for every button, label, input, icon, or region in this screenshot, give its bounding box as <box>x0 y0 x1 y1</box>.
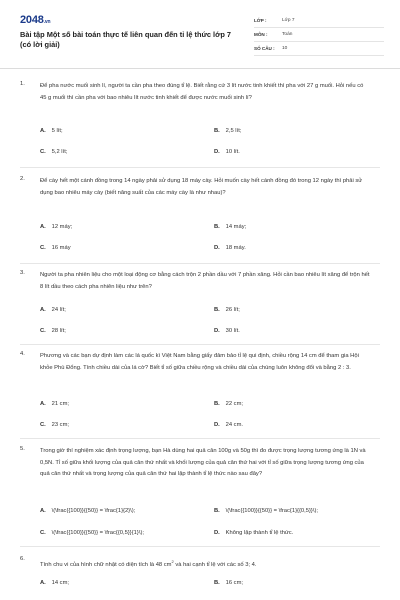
option-label: D. <box>214 245 220 251</box>
question-divider <box>20 344 380 345</box>
option-label: C. <box>40 422 46 428</box>
page-title: Bài tập Một số bài toán thực tế liên quan đến tỉ lệ thức lớp 7 (có lời giải) <box>20 30 232 49</box>
option-text: 5,2 lít; <box>51 149 68 155</box>
option-c[interactable] <box>40 530 144 536</box>
option-label: D. <box>214 149 220 155</box>
option-c[interactable] <box>40 149 67 155</box>
question-text-part: và hai cạnh tỉ lệ với các số 3; 4. <box>173 561 257 568</box>
option-c[interactable] <box>40 245 71 251</box>
meta-key: LỚP : <box>254 18 267 23</box>
superscript: 2 <box>171 559 174 564</box>
option-text: 5 lít; <box>51 128 63 134</box>
option-text: 16 cm; <box>225 580 244 586</box>
option-b[interactable] <box>214 508 318 514</box>
option-text: 26 lít; <box>225 307 240 313</box>
question-number: 3. <box>20 270 25 276</box>
option-label: B. <box>214 580 220 586</box>
option-text: 16 máy <box>51 245 71 251</box>
option-text: 10 lít. <box>225 149 240 155</box>
option-text: \(\frac{{100}}{{50}} = \frac{{0,5}}{1}\); <box>51 530 144 536</box>
option-label: A. <box>40 401 46 407</box>
option-a[interactable] <box>40 224 72 230</box>
meta-key: SỐ CÂU : <box>254 46 275 51</box>
option-a[interactable] <box>40 401 69 407</box>
question-text: Trong giờ thí nghiệm xác định trọng lượng, bạn Hà dùng hai quả cân 100g và 50g thì đo được trọng lượng tương ứng là 1N và 0,5N. Tỉ số giữa khối lượng của quả cân thứ nhất và khối lượng của quả cân thứ hai với tỉ số giữa trọng lượng tương ứng của quả cân thứ nhất và trọng lượng của quả cân thứ hai lập thành tỉ lệ thức nào sau đây? <box>40 448 366 477</box>
option-a[interactable] <box>40 508 135 514</box>
option-b[interactable] <box>214 401 243 407</box>
meta-table <box>254 14 384 56</box>
question-number: 1. <box>20 81 25 87</box>
option-text: 12 máy; <box>51 224 73 230</box>
document-header <box>0 0 400 68</box>
question-text: Để pha nước muối sinh lí, người ta cần pha theo đúng tỉ lệ. Biết rằng cứ 3 lít nước tinh khiết thì pha với 27 g muối. Hỏi nếu có 45 g muối thì cần pha với bao nhiêu lít nước tinh khiết để được nước muối sinh lí? <box>40 83 364 101</box>
option-label: A. <box>40 128 46 134</box>
option-a[interactable] <box>40 307 66 313</box>
option-c[interactable] <box>40 328 66 334</box>
option-label: A. <box>40 224 46 230</box>
option-d[interactable] <box>214 422 243 428</box>
question-number: 2. <box>20 176 25 182</box>
option-b[interactable] <box>214 224 246 230</box>
question-text: Để cày hết một cánh đồng trong 14 ngày phải sử dụng 18 máy cày. Hỏi muốn cày hết cánh đồng đó trong 12 ngày thì phải sử dụng bao nhiêu máy cày (biết năng suất của các máy cày là như nhau)? <box>40 178 363 196</box>
option-b[interactable] <box>214 580 243 586</box>
option-text: 28 lít; <box>51 328 66 334</box>
question-text-part: Tính chu vi của hình chữ nhật có diện tích là 48 cm <box>40 561 172 568</box>
option-b[interactable] <box>214 128 241 134</box>
option-label: A. <box>40 508 46 514</box>
site-logo[interactable] <box>20 14 50 26</box>
option-text: 21 cm; <box>51 401 70 407</box>
header-divider <box>0 68 400 69</box>
meta-key: MÔN : <box>254 32 268 37</box>
option-text: 18 máy. <box>225 245 246 251</box>
option-text: 24 cm. <box>225 422 244 428</box>
question-divider <box>20 438 380 439</box>
meta-value: Lớp 7 <box>282 18 295 23</box>
option-d[interactable] <box>214 149 240 155</box>
question-text: Phương và các bạn dự định làm các lá quốc kì Việt Nam bằng giấy đảm bảo tỉ lệ qui định, chiều rộng 14 cm để tham gia Hội khỏe Phù Đổng. Tính chiều dài của lá cờ? Biết tỉ số giữa chiều rộng và chiều dài của chúng luôn không đổi và bằng 2 : 3. <box>40 353 359 371</box>
option-label: A. <box>40 580 46 586</box>
question-divider <box>20 546 380 547</box>
option-c[interactable] <box>40 422 69 428</box>
question-divider <box>20 167 380 168</box>
option-label: A. <box>40 307 46 313</box>
meta-row-class <box>254 14 384 28</box>
option-label: B. <box>214 401 220 407</box>
option-text: Không lập thành tỉ lệ thức. <box>225 530 294 536</box>
option-text: 30 lít. <box>225 328 240 334</box>
option-label: C. <box>40 245 46 251</box>
option-text: 14 cm; <box>51 580 70 586</box>
option-text: \(\frac{{100}}{{50}} = \frac{1}{2}\); <box>51 508 136 514</box>
meta-value: Toán <box>282 32 293 37</box>
meta-row-subject <box>254 28 384 42</box>
question-number: 6. <box>20 556 25 562</box>
option-label: C. <box>40 149 46 155</box>
option-d[interactable] <box>214 530 293 536</box>
logo-suffix: .vn <box>43 19 51 25</box>
question-text <box>40 556 370 571</box>
option-d[interactable] <box>214 245 246 251</box>
option-label: D. <box>214 530 220 536</box>
option-d[interactable] <box>214 328 240 334</box>
meta-row-count <box>254 42 384 56</box>
question-number: 4. <box>20 351 25 357</box>
option-label: D. <box>214 328 220 334</box>
logo-main: 2048 <box>20 14 44 26</box>
option-label: C. <box>40 530 46 536</box>
option-label: C. <box>40 328 46 334</box>
meta-value: 10 <box>282 46 288 51</box>
option-text: 24 lít; <box>51 307 66 313</box>
option-a[interactable] <box>40 580 69 586</box>
option-b[interactable] <box>214 307 240 313</box>
option-label: B. <box>214 307 220 313</box>
option-text: 23 cm; <box>51 422 70 428</box>
option-label: B. <box>214 128 220 134</box>
option-label: B. <box>214 224 220 230</box>
option-a[interactable] <box>40 128 63 134</box>
option-text: \(\frac{{100}}{{50}} = \frac{1}{{0,5}}\); <box>225 508 318 514</box>
question-text: Người ta pha nhiên liệu cho một loại động cơ bằng cách trộn 2 phần dầu với 7 phần xăng. Hỏi cần bao nhiêu lít xăng để trộn hết 8 lít dầu theo cách pha nhiên liệu như trên? <box>40 272 370 290</box>
option-label: B. <box>214 508 220 514</box>
question-number: 5. <box>20 446 25 452</box>
option-text: 14 máy; <box>225 224 247 230</box>
question-divider <box>20 263 380 264</box>
option-text: 22 cm; <box>225 401 244 407</box>
option-text: 2,5 lít; <box>225 128 242 134</box>
option-label: D. <box>214 422 220 428</box>
